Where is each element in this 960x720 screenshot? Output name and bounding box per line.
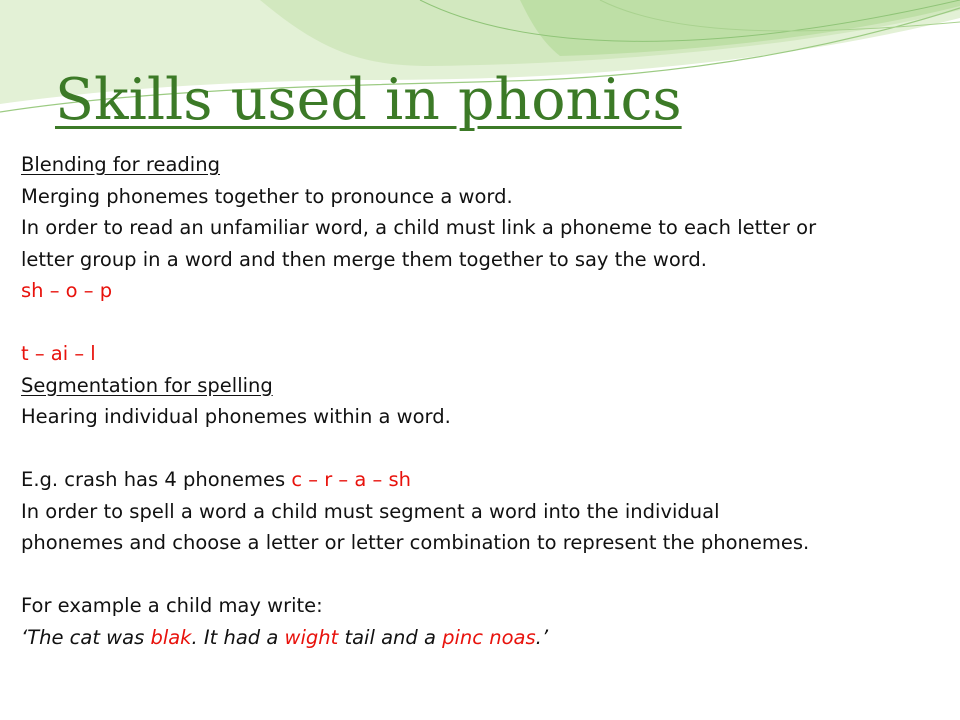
segmentation-heading: Segmentation for spelling [21, 373, 273, 397]
misspelling-blak: blak [150, 625, 192, 649]
example-intro: For example a child may write: [21, 594, 323, 617]
blending-explanation-1: In order to read an unfamiliar word, a child must link a phoneme to each letter or [21, 216, 817, 239]
segmentation-example [21, 464, 946, 496]
slide-body [21, 149, 946, 653]
quote-part: . It had a [191, 625, 285, 649]
misspelling-pinc-noas: pinc noas [442, 625, 536, 649]
quote-part: tail and a [338, 625, 443, 649]
blank-line [21, 559, 946, 591]
quote-part: ‘The cat was [21, 625, 151, 649]
slide-title: Skills used in phonics [55, 67, 682, 133]
blank-line [21, 307, 946, 339]
blank-line [21, 433, 946, 465]
segmentation-explanation-2: phonemes and choose a letter or letter combination to represent the phonemes. [21, 531, 810, 554]
blending-example-shop: sh – o – p [21, 279, 113, 302]
segmentation-example-phonemes: c – r – a – sh [291, 468, 411, 491]
segmentation-explanation-1: In order to spell a word a child must segment a word into the individual [21, 499, 720, 523]
blending-example-tail: t – ai – l [21, 342, 96, 365]
blending-heading: Blending for reading [21, 153, 220, 176]
blending-definition: Merging phonemes together to pronounce a word. [21, 184, 513, 208]
segmentation-example-prefix: E.g. crash has 4 phonemes [21, 468, 292, 491]
blending-explanation-2: letter group in a word and then merge them together to say the word. [21, 247, 708, 271]
quote-part: .’ [535, 625, 549, 649]
misspelling-wight: wight [284, 625, 339, 649]
example-quote [21, 622, 946, 654]
segmentation-definition: Hearing individual phonemes within a word. [21, 405, 451, 428]
